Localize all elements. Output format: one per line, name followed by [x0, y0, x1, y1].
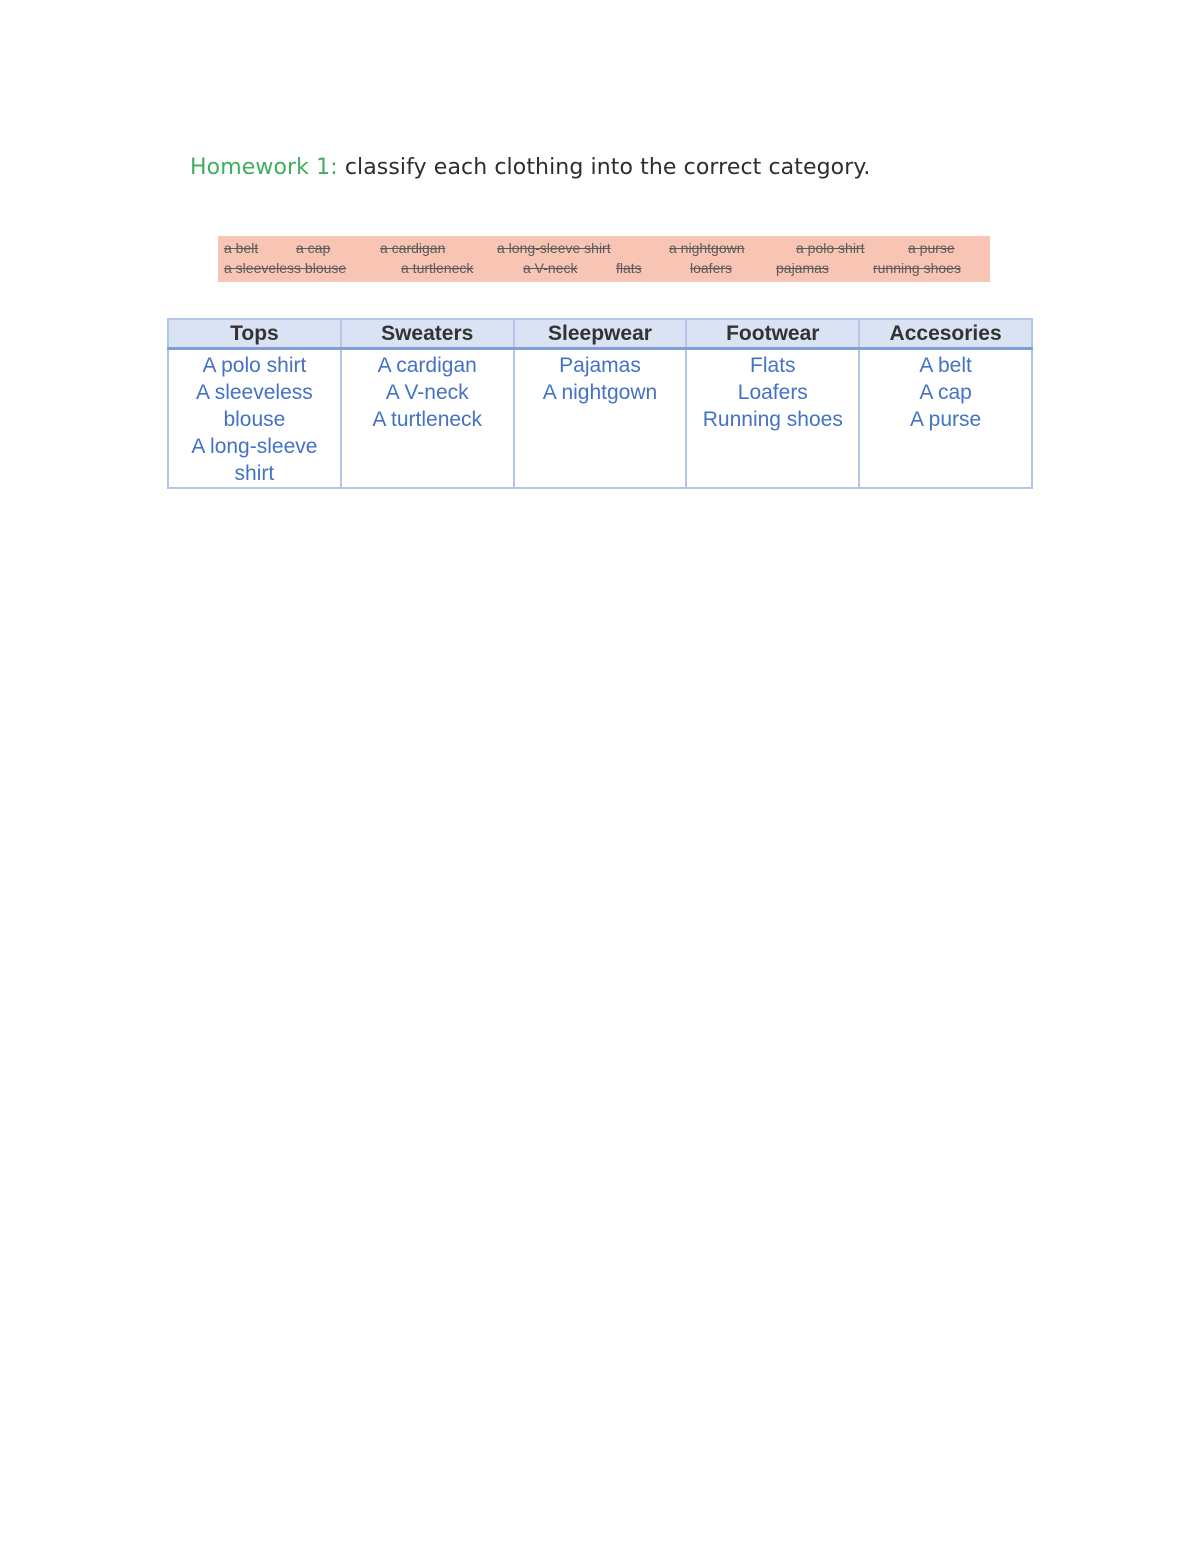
list-item: Flats: [750, 354, 796, 377]
header-accessories: Accesories: [859, 319, 1032, 349]
word-bank-item: a purse: [908, 240, 955, 256]
list-item: A purse: [909, 408, 982, 431]
list-item: A belt: [919, 354, 972, 377]
word-bank-item: a nightgown: [669, 240, 745, 256]
word-bank-item: a polo shirt: [796, 240, 865, 256]
word-bank-item: pajamas: [776, 260, 829, 276]
word-bank-item: a V-neck: [523, 260, 578, 276]
list-item: A sleeveless blouse: [196, 381, 313, 431]
homework-heading: [190, 155, 870, 180]
cell-sleepwear: [514, 349, 687, 489]
category-table: [167, 318, 1033, 489]
cell-accessories: [859, 349, 1032, 489]
word-bank-item: a long-sleeve shirt: [497, 240, 611, 256]
word-bank-item: loafers: [690, 260, 733, 276]
list-item: A turtleneck: [372, 408, 483, 431]
table-header-row: [168, 319, 1032, 349]
table-row: [168, 349, 1032, 489]
cell-footwear: [686, 349, 859, 489]
word-bank: [218, 236, 990, 282]
list-item: Running shoes: [702, 408, 843, 431]
homework-instruction: classify each clothing into the correct category.: [344, 155, 871, 180]
cell-sweaters: [341, 349, 514, 489]
list-item: A cardigan: [377, 354, 477, 377]
word-bank-item: a sleeveless blouse: [224, 260, 347, 276]
homework-label: Homework 1:: [190, 155, 338, 180]
list-item: A nightgown: [542, 381, 658, 404]
list-item: Pajamas: [559, 354, 641, 377]
word-bank-item: a belt: [224, 240, 259, 256]
list-item: A cap: [919, 381, 972, 404]
list-item: A V-neck: [385, 381, 469, 404]
word-bank-item: a turtleneck: [401, 260, 474, 276]
list-item: Loafers: [737, 381, 808, 404]
header-sleepwear: Sleepwear: [514, 319, 687, 349]
header-sweaters: Sweaters: [341, 319, 514, 349]
header-footwear: Footwear: [686, 319, 859, 349]
word-bank-item: running shoes: [873, 260, 961, 276]
word-bank-item: a cardigan: [380, 240, 446, 256]
list-item: A polo shirt: [202, 354, 307, 377]
list-item: A long-sleeve shirt: [191, 435, 318, 485]
word-bank-item: flats: [616, 260, 642, 276]
cell-tops: [168, 349, 341, 489]
word-bank-item: a cap: [296, 240, 331, 256]
header-tops: Tops: [168, 319, 341, 349]
